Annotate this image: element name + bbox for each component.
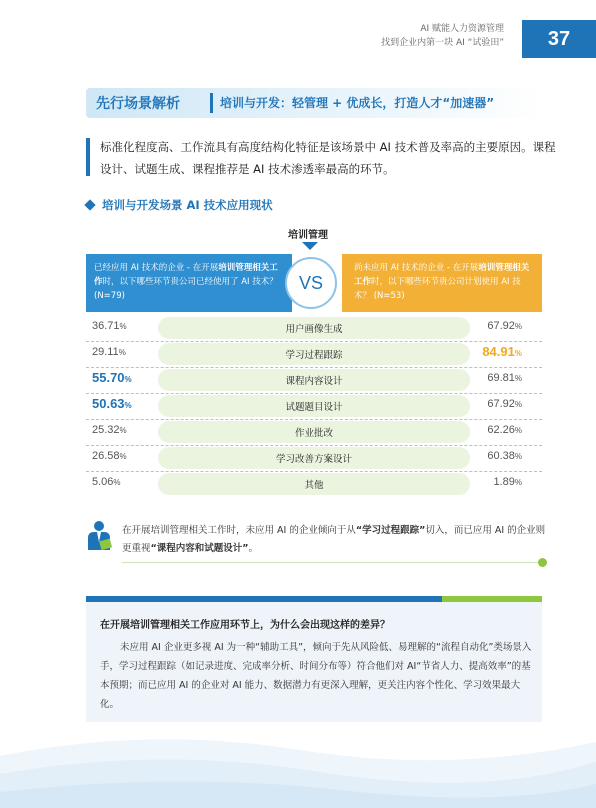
right-group-text-pre: 尚未应用 AI 技术的企业 - 在开展	[354, 263, 479, 273]
page-number: 37	[522, 20, 596, 58]
left-value-number: 55.70	[92, 370, 125, 385]
intro-paragraph: 标准化程度高、工作流具有高度结构化特征是该场景中 AI 技术普及率高的主要原因。课程设计、试题生成、课程推荐是 AI 技术渗透率最高的环节。	[100, 140, 556, 176]
qa-question: 在开展培训管理相关工作应用环节上，为什么会出现这样的差异？	[100, 620, 390, 631]
left-value	[92, 424, 127, 436]
chart-subheading: 培训与开发场景 AI 技术应用现状	[102, 198, 273, 212]
note-divider-dot	[538, 558, 547, 567]
section-heading	[86, 88, 542, 118]
right-value	[487, 450, 522, 462]
left-value-number: 50.63	[92, 396, 125, 411]
right-value	[482, 344, 522, 359]
left-group-text-bold: 培训管理相关工作	[94, 263, 278, 287]
row-category-label: 试题题目设计	[285, 402, 343, 413]
left-value	[92, 370, 132, 385]
left-value-unit: %	[124, 375, 132, 384]
left-value-unit: %	[124, 401, 132, 410]
right-value-unit: %	[514, 322, 522, 331]
right-value	[487, 424, 522, 436]
right-value-unit: %	[514, 452, 522, 461]
left-group-text-pre: 已经应用 AI 技术的企业 - 在开展	[94, 263, 219, 273]
row-category-label: 其他	[304, 480, 324, 491]
left-value-unit: %	[118, 348, 126, 357]
right-value-number: 84.91	[482, 344, 515, 359]
right-value	[487, 320, 522, 332]
finding-note-bold-2: “课程内容和试题设计”	[150, 543, 249, 554]
table-row	[86, 446, 542, 472]
finding-note-bold-1: “学习过程跟踪”	[355, 525, 426, 536]
left-value	[92, 346, 126, 358]
comparison-center-label: 培训管理	[288, 230, 328, 241]
row-category-label: 用户画像生成	[285, 324, 343, 335]
left-value-number: 26.58	[92, 450, 120, 462]
running-header-line2: 找到企业内第一块 AI “试验田”	[381, 38, 504, 48]
row-category-label: 课程内容设计	[285, 376, 343, 387]
right-value-number: 1.89	[493, 476, 515, 488]
vs-badge: VS	[285, 257, 337, 309]
right-value	[493, 476, 522, 488]
section-tag: 先行场景解析	[96, 96, 180, 112]
left-value-number: 25.32	[92, 424, 120, 436]
right-value-unit: %	[514, 349, 522, 358]
right-value-number: 67.92	[487, 398, 515, 410]
row-category-label: 作业批改	[294, 428, 333, 439]
right-group-text-post: 时，以下哪些环节贵公司计划使用 AI 技术？ (N=53)	[354, 277, 521, 301]
right-value-number: 67.92	[487, 320, 515, 332]
finding-note-text-1: 在开展培训管理相关工作时，未应用 AI 的企业倾向于从	[122, 525, 356, 536]
qa-answer: 未应用 AI 企业更多视 AI 为一种“辅助工具”，倾向于先从风险低、易理解的“流程自动化”类场景入手，学习过程跟踪（如记录进度、完成率分析、时间分布等）符合他们对 AI“节省人力、提高效率”的基本预期；而已应用 AI 的企业对 AI 能力、数据潜力有更深入理解，更关注内容个性化、学习效果最大化。	[100, 642, 532, 710]
left-value	[92, 476, 121, 488]
right-value-unit: %	[514, 426, 522, 435]
right-value-unit: %	[514, 478, 522, 487]
right-value	[487, 398, 522, 410]
left-value-number: 5.06	[92, 476, 114, 488]
finding-note-text-3: 。	[248, 543, 259, 554]
section-title: 培训与开发：轻管理 + 优成长，打造人才“加速器”	[220, 96, 495, 110]
businessman-icon	[86, 520, 112, 552]
note-divider	[122, 562, 542, 563]
left-value-unit: %	[119, 452, 127, 461]
right-value	[487, 372, 522, 384]
right-value-number: 60.38	[487, 450, 515, 462]
table-row	[86, 316, 542, 342]
table-row	[86, 342, 542, 368]
left-value-unit: %	[119, 426, 127, 435]
right-group-text-bold: 培训管理相关工作	[354, 263, 530, 287]
row-category-label: 学习过程跟踪	[285, 350, 343, 361]
left-value-unit: %	[119, 322, 127, 331]
section-divider	[210, 93, 213, 113]
table-row	[86, 420, 542, 446]
finding-note-text-2: 切入，而已应用 AI 的企业则更重视	[122, 525, 546, 554]
row-category-label: 学习改善方案设计	[275, 454, 352, 465]
left-value-number: 29.11	[92, 346, 119, 358]
decorative-waves	[0, 716, 596, 808]
left-value	[92, 320, 127, 332]
right-value-unit: %	[514, 400, 522, 409]
left-group-text-post: 时，以下哪些环节贵公司已经使用了 AI 技术？ (N=79)	[94, 277, 278, 301]
diamond-bullet-icon	[84, 199, 95, 210]
right-value-number: 62.26	[487, 424, 515, 436]
left-value-number: 36.71	[92, 320, 120, 332]
table-row	[86, 368, 542, 394]
finding-note	[122, 522, 546, 558]
right-group-description	[342, 254, 542, 312]
table-row	[86, 472, 542, 498]
right-value-number: 69.81	[487, 372, 515, 384]
left-value-unit: %	[113, 478, 121, 487]
table-row	[86, 394, 542, 420]
running-header	[381, 22, 504, 50]
down-triangle-icon	[302, 242, 318, 250]
left-value	[92, 450, 127, 462]
right-value-unit: %	[514, 374, 522, 383]
intro-accent-bar	[86, 138, 90, 176]
left-group-description	[86, 254, 292, 312]
running-header-line1: AI 赋能人力资源管理	[420, 24, 504, 34]
left-value	[92, 396, 132, 411]
